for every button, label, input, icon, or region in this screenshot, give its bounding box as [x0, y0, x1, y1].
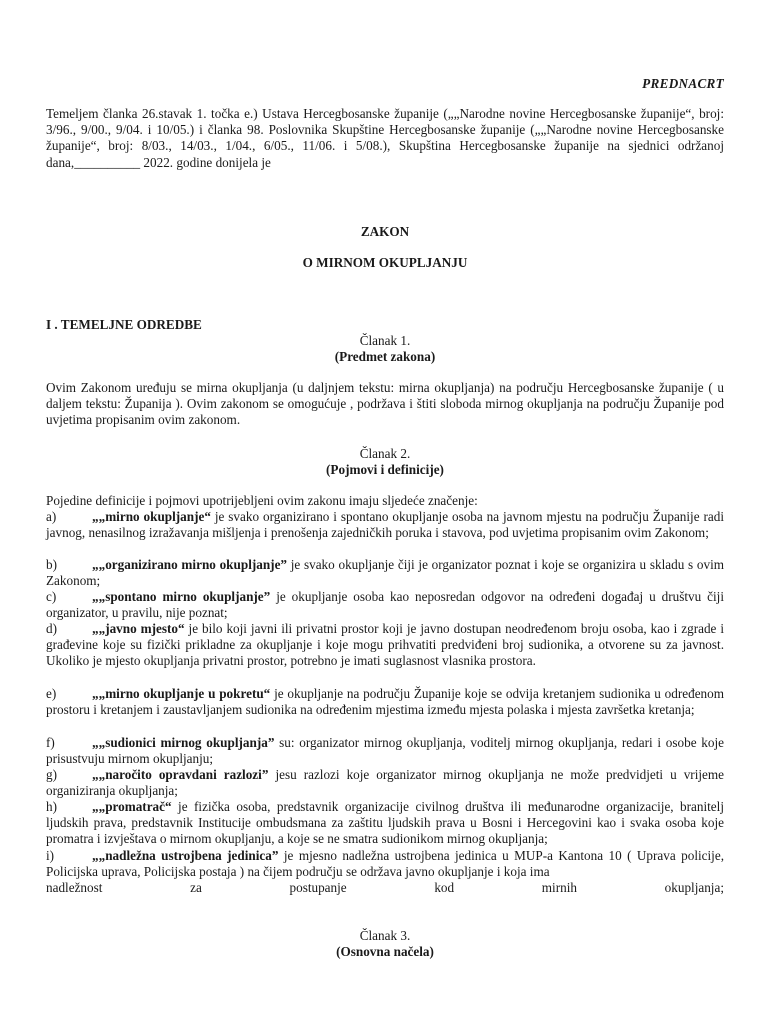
- item-letter: c): [46, 589, 57, 604]
- law-subtitle: O MIRNOM OKUPLJANJU: [302, 255, 468, 270]
- item-term: „„javno mjesto“: [92, 621, 185, 636]
- item-letter: b): [46, 557, 57, 572]
- item-text: je svako okupljanje čiji je organizator poznat i koje se organizira u skladu s ovim Zakonom;: [46, 557, 724, 589]
- law-title: ZAKON: [360, 224, 410, 239]
- tail-word: postupanje: [289, 880, 347, 895]
- item-text: je svako organizirano i spontano okupljanje osoba na javnom mjestu na području Županije radi javnog, nenasilnog izražavanja mišljenja i prenošenja zajedničkih poruka i stavova, pod uvjetima propisanim ovim Zakonom;: [46, 509, 724, 541]
- article-2-intro: Pojedine definicije i pojmovi upotrijebljeni ovim zakonu imaju sljedeće značenje:: [46, 493, 478, 508]
- item-term: „„sudionici mirnog okupljanja”: [92, 735, 275, 750]
- item-term: „„spontano mirno okupljanje”: [92, 589, 271, 604]
- definition-item-f: [46, 735, 724, 767]
- item-text: su: organizator mirnog okupljanja, voditelj mirnog okupljanja, redari i osobe koje prisustvuju mirnom okupljanju;: [46, 735, 724, 767]
- item-letter: i): [46, 848, 55, 863]
- item-text: je okupljanje osoba kao neposredan odgovor na određeni događaj u društvu čiji organizator, u pravilu, nije poznat;: [46, 589, 724, 621]
- tail-word: nadležnost: [46, 880, 103, 895]
- tail-word: okupljanja;: [664, 880, 724, 895]
- definition-item-i: [46, 848, 724, 880]
- section-title: I . TEMELJNE ODREDBE: [46, 317, 202, 332]
- definition-item-e: [46, 686, 724, 718]
- article-3-number: Članak 3.: [359, 928, 411, 943]
- item-term: „„nadležna ustrojbena jedinica”: [92, 848, 279, 863]
- item-letter: h): [46, 799, 57, 814]
- item-text: jesu razlozi koje organizator mirnog okupljanja ne može predvidjeti u vrijeme organiziranja okupljanja;: [46, 767, 724, 799]
- item-term: „„mirno okupljanje“: [92, 509, 211, 524]
- item-letter: g): [46, 767, 57, 782]
- definition-item-a: [46, 509, 724, 541]
- item-term: „„naročito opravdani razlozi”: [92, 767, 269, 782]
- tail-word: mirnih: [541, 880, 577, 895]
- preamble-paragraph: Temeljem članka 26.stavak 1. točka e.) Ustava Hercegbosanske županije („„Narodne novine Hercegbosanske županije“, broj: 3/96., 9/00., 9/04. i 10/05.) i članka 98. Poslovnika Skupštine Hercegbosanske županije („„Narodne novine Hercegbosanske županije“, broj: 8/03., 14/03., 1/04., 6/05., 11/06. i 5/08.), Skupština Hercegbosanske županije na sjednici održanoj dana,__________ 2022. godine donijela je: [46, 106, 724, 170]
- definition-item-b: [46, 557, 724, 589]
- item-term: „„promatrač“: [92, 799, 172, 814]
- definition-item-h: [46, 799, 724, 848]
- article-2-number: Članak 2.: [359, 446, 411, 461]
- item-text: je fizička osoba, predstavnik organizacije civilnog društva ili međunarodne organizacije, branitelj ljudskih prava, predstavnik Institucije ombudsmana za zaštitu ljudskih prava u Bosni i Hercegovini kao i svaka osoba koje promatra i izvještava o mirnom okupljanju, a koje se ne smatra sudionikom mirnog okupljanja;: [46, 799, 724, 847]
- tail-word: kod: [434, 880, 455, 895]
- item-letter: e): [46, 686, 57, 701]
- article-3-heading: (Osnovna načela): [336, 944, 434, 959]
- item-text: je okupljanje na području Županije koje se odvija kretanjem sudionika u određenom prostoru i kretanjem i zaustavljanjem sudionika na određenim mjestima između mjesta polaska i mjesta završetka kretanja;: [46, 686, 724, 718]
- definition-item-g: [46, 767, 724, 799]
- item-letter: f): [46, 735, 55, 750]
- draft-label: PREDNACRT: [642, 76, 724, 91]
- article-2-heading: (Pojmovi i definicije): [326, 462, 444, 477]
- article-1-number: Članak 1.: [359, 333, 411, 348]
- item-term: „„mirno okupljanje u pokretu“: [92, 686, 271, 701]
- item-text: je bilo koji javni ili privatni prostor koji je javno dostupan neodređenom broju osoba, kao i zgrade i građevine koje su fizički prikladne za okupljanje i koje mogu prihvatiti predviđeni broj sudionika, a otvorene su za javnost. Ukoliko je mjesto okupljanja privatni prostor, potrebno je imati suglasnost vlasnika prostora.: [46, 621, 725, 669]
- item-letter: a): [46, 509, 57, 524]
- article-1-text: Ovim Zakonom uređuju se mirna okupljanja (u daljnjem tekstu: mirna okupljanja) na području Hercegbosanske županije ( u daljem tekstu: Županija ). Ovim zakonom se omogućuje , podržava i štiti sloboda mirnog okupljanja na području Županije pod uvjetima propisanim ovim zakonom.: [46, 380, 724, 428]
- definition-item-d: [46, 621, 724, 670]
- item-letter: d): [46, 621, 57, 636]
- article-1-heading: (Predmet zakona): [334, 349, 436, 364]
- definition-item-c: [46, 589, 724, 621]
- item-text: je mjesno nadležna ustrojbena jedinica u MUP-a Kantona 10 ( Uprava policije, Policijska uprava, Policijska postaja ) na čijem području se održava javno okupljanje i koja ima: [46, 848, 724, 880]
- item-term: „„organizirano mirno okupljanje”: [92, 557, 288, 572]
- tail-word: za: [190, 880, 202, 895]
- item-i-last-line: [46, 880, 724, 896]
